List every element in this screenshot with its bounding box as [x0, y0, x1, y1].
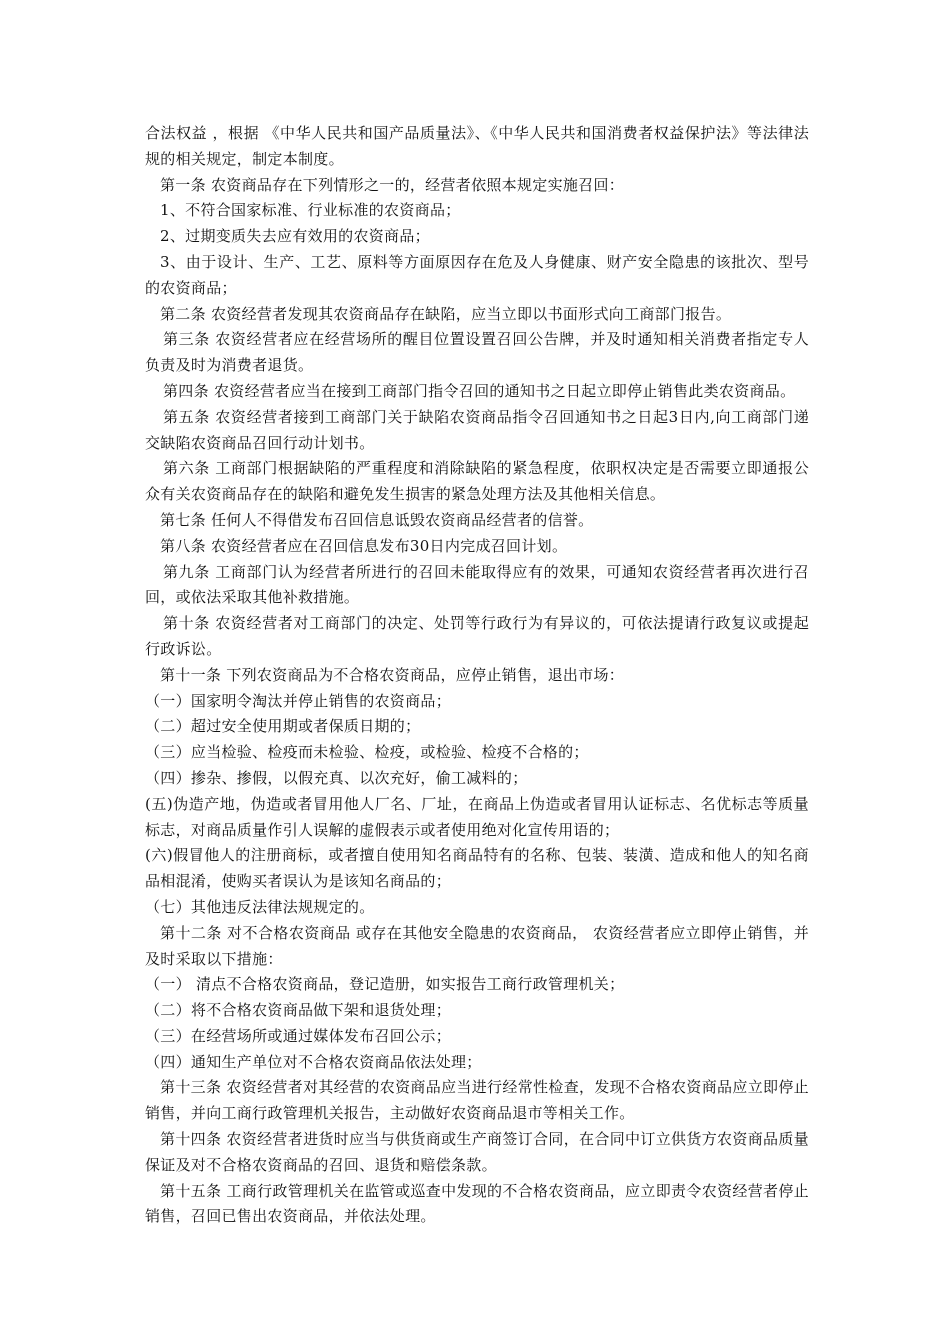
- article-11-item-6: (六)假冒他人的注册商标，或者擅自使用知名商品特有的名称、包装、装潢、造成和他人的知名商品相混淆，使购买者误认为是该知名商品的；: [145, 846, 809, 891]
- article-10-paragraph: 第十条 农资经营者对工商部门的决定、处罚等行政行为有异议的，可依法提请行政复议或提起行政诉讼。: [145, 614, 809, 658]
- article-12-paragraph: 第十二条 对不合格农资商品 或存在其他安全隐患的农资商品， 农资经营者应立即停止销售，并及时采取以下措施：: [145, 923, 809, 968]
- article-11-item-5: (五)伪造产地，伪造或者冒用他人厂名、厂址，在商品上伪造或者冒用认证标志、名优标志等质量标志，对商品质量作引人误解的虚假表示或者使用绝对化宣传用语的；: [145, 794, 809, 839]
- article-5-paragraph: 第五条 农资经营者接到工商部门关于缺陷农资商品指令召回通知书之日起3日内,向工商部门递交缺陷农资商品召回行动计划书。: [145, 407, 809, 452]
- article-12-item-2: （二）将不合格农资商品做下架和退货处理；: [145, 1001, 452, 1020]
- article-11-item-1: （一）国家明令淘汰并停止销售的农资商品；: [145, 691, 452, 710]
- article-12-item-1: （一） 清点不合格农资商品，登记造册，如实报告工商行政管理机关；: [145, 975, 625, 994]
- article-12-item-3: （三）在经营场所或通过媒体发布召回公示；: [145, 1026, 452, 1045]
- article-6-paragraph: 第六条 工商部门根据缺陷的严重程度和消除缺陷的紧急程度，依职权决定是否需要立即通报公众有关农资商品存在的缺陷和避免发生损害的紧急处理方法及其他相关信息。: [145, 459, 809, 504]
- article-8-paragraph: 第八条 农资经营者应在召回信息发布30日内完成召回计划。: [160, 536, 568, 555]
- article-15-paragraph: 第十五条 工商行政管理机关在监管或巡查中发现的不合格农资商品，应立即责令农资经营者停止销售，召回已售出农资商品，并依法处理。: [145, 1181, 809, 1226]
- article-2-paragraph: 第二条 农资经营者发现其农资商品存在缺陷，应当立即以书面形式向工商部门报告。: [160, 304, 732, 323]
- article-11-item-4: （四）掺杂、掺假，以假充真、以次充好，偷工减料的；: [145, 768, 528, 787]
- article-7-paragraph: 第七条 任何人不得借发布召回信息诋毁农资商品经营者的信誉。: [160, 510, 594, 529]
- article-4-paragraph: 第四条 农资经营者应当在接到工商部门指令召回的通知书之日起立即停止销售此类农资商品。: [163, 381, 796, 400]
- article-11-item-3: （三）应当检验、检疫而未检验、检疫，或检验、检疫不合格的；: [145, 743, 589, 762]
- article-1-item-2: 2、过期变质失去应有效用的农资商品；: [160, 227, 430, 246]
- document-body: [145, 121, 809, 1230]
- article-11-item-2: （二）超过安全使用期或者保质日期的；: [145, 717, 421, 736]
- article-1-paragraph: 第一条 农资商品存在下列情形之一的，经营者依照本规定实施召回：: [160, 175, 625, 194]
- article-9-paragraph: 第九条 工商部门认为经营者所进行的召回未能取得应有的效果，可通知农资经营者再次进行召回，或依法采取其他补救措施。: [145, 562, 809, 607]
- article-1-item-1: 1、不符合国家标准、行业标准的农资商品；: [160, 201, 461, 220]
- article-1-item-3: 3、由于设计、生产、工艺、原料等方面原因存在危及人身健康、财产安全隐患的该批次、型号的农资商品；: [145, 252, 809, 297]
- article-14-paragraph: 第十四条 农资经营者进货时应当与供货商或生产商签订合同，在合同中订立供货方农资商品质量保证及对不合格农资商品的召回、退货和赔偿条款。: [145, 1130, 809, 1174]
- article-11-item-7: （七）其他违反法律法规规定的。: [145, 897, 375, 916]
- article-11-paragraph: 第十一条 下列农资商品为不合格农资商品，应停止销售，退出市场：: [160, 665, 625, 684]
- article-3-paragraph: 第三条 农资经营者应在经营场所的醒目位置设置召回公告牌，并及时通知相关消费者指定专人负责及时为消费者退货。: [145, 330, 809, 375]
- preamble-paragraph: 合法权益 ，根据 《中华人民共和国产品质量法》、《中华人民共和国消费者权益保护法》等法律法规的相关规定，制定本制度。: [145, 124, 809, 168]
- article-13-paragraph: 第十三条 农资经营者对其经营的农资商品应当进行经常性检查，发现不合格农资商品应立即停止销售，并向工商行政管理机关报告，主动做好农资商品退市等相关工作。: [145, 1078, 809, 1123]
- article-12-item-4: （四）通知生产单位对不合格农资商品依法处理；: [145, 1052, 482, 1071]
